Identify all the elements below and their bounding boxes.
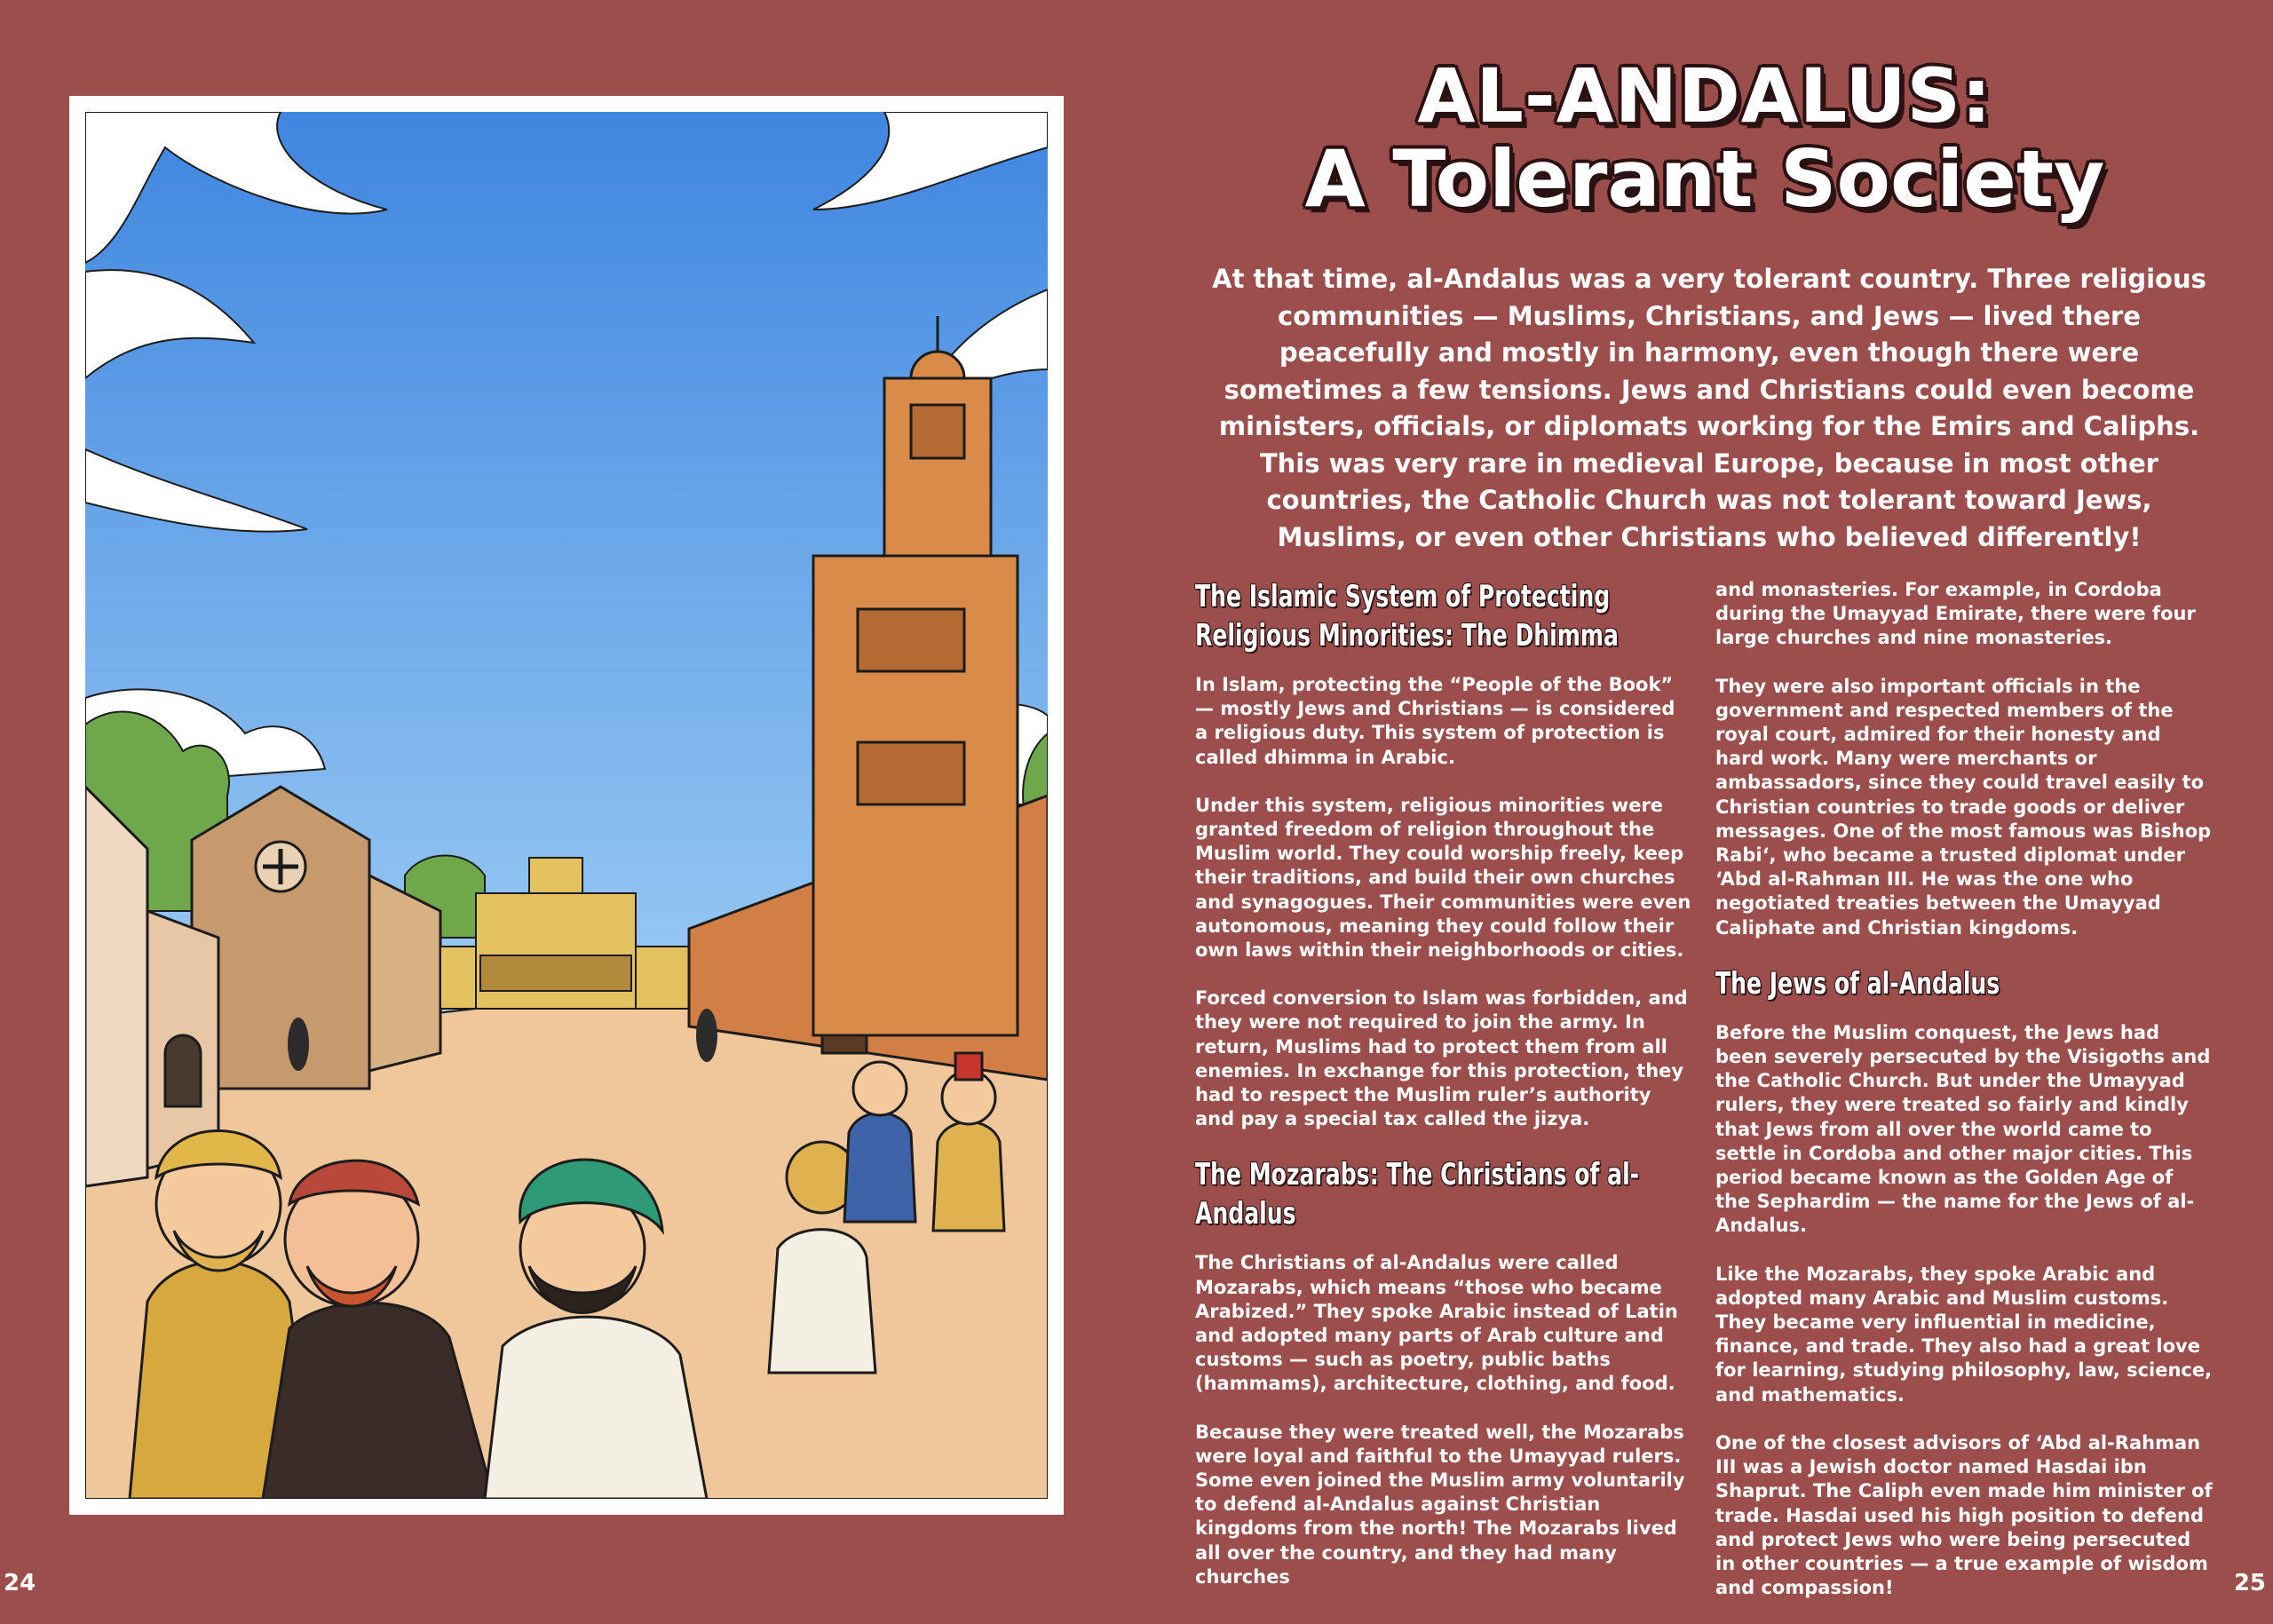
street-scene-illustration [85, 112, 1048, 1499]
mozarabs-paragraph-3: They were also important officials in the government and respected members of the royal court, admired for their honesty and hard work. Many were merchants or ambassadors, since they could travel easily to Christian countries to trade goods or deliver messages. One of the most famous was Bishop Rabi‘, who became a trusted diplomat under ‘Abd al-Rahman III. He was the one who negotiated treaties between the Umayyad Caliphate and Christian kingdoms. [1715, 675, 2212, 939]
page-number-left: 24 [4, 1570, 36, 1596]
jews-paragraph-1: Before the Muslim conquest, the Jews had been severely persecuted by the Visigoths and the Catholic Church. But under the Umayyad rulers, they were treated so fairly and kindly that Jews from all over the world came to settle in Cordoba and other major cities. This period became known as the Golden Age of the Sephardim — the name for the Jews of al-Andalus. [1715, 1021, 2211, 1237]
dhimma-heading: The Islamic System of Protecting Religious Minorities: The Dhimma [1195, 579, 1619, 654]
jews-paragraph-3: One of the closest advisors of ‘Abd al-Rahman III was a Jewish doctor named Hasdai ibn Shaprut. The Caliph even made him minister of trade. Hasdai used his high position to defend and protect Jews who were being persecuted in other countries — a true example of wisdom and compassion! [1715, 1431, 2213, 1599]
mozarabs-heading: The Mozarabs: The Christians of al-Andalus [1195, 1157, 1640, 1232]
right-text-column [1715, 578, 2213, 1624]
title-line-1: AL-ANDALUS: [1417, 52, 1992, 139]
dhimma-paragraph-2: Under this system, religious minorities were granted freedom of religion throughout the Muslim world. They could worship freely, keep their traditions, and build their own churches and synagogues. Their communities were even autonomous, meaning they could follow their own laws within their neighborhoods or cities. [1195, 794, 1691, 962]
illustration-frame [69, 96, 1064, 1515]
dhimma-paragraph-1: In Islam, protecting the “People of the Book” — mostly Jews and Christians — is considered a religious duty. This system of protection is called dhimma in Arabic. [1195, 674, 1675, 768]
mozarabs-paragraph-2: Because they were treated well, the Mozarabs were loyal and faithful to the Umayyad rulers. Some even joined the Muslim army voluntarily to defend al-Andalus against Christian kingdoms from the north! The Mozarabs lived all over the country, and they had many churches [1195, 1421, 1685, 1588]
intro-paragraph: At that time, al-Andalus was a very tolerant country. Three religious communities — Muslims, Christians, and Jews — lived there peacefully and mostly in harmony, even though there were sometimes a few tensions. Jews and Christians could even become ministers, officials, or diplomats working for the Emirs and Caliphs. This was very rare in medieval Europe, because in most other countries, the Catholic Church was not tolerant toward Jews, Muslims, or even other Christians who believed differently! [1212, 264, 2206, 552]
page-number-right: 25 [2233, 1570, 2266, 1596]
mozarabs-paragraph-1: The Christians of al-Andalus were called Mozarabs, which means “those who became Arabized.” They spoke Arabic instead of Latin and adopted many parts of Arab culture and customs — such as poetry, public baths (hammams), architecture, clothing, and food. [1195, 1252, 1678, 1395]
dhimma-paragraph-3: Forced conversion to Islam was forbidden, and they were not required to join the army. In return, Muslims had to protect them from all enemies. In exchange for this protection, they had to respect the Muslim ruler’s authority and pay a special tax called the jizya. [1195, 987, 1688, 1130]
jews-paragraph-2: Like the Mozarabs, they spoke Arabic and adopted many Arabic and Muslim customs. They became very influential in medicine, finance, and trade. They also had a great love for learning, studying philosophy, law, science, and mathematics. [1715, 1263, 2213, 1406]
jews-heading: The Jews of al-Andalus [1715, 965, 2000, 1002]
page-title [1181, 52, 2229, 226]
left-text-column [1195, 577, 1692, 1613]
title-line-2: A Tolerant Society [1304, 133, 2105, 226]
mozarabs-paragraph-2-continued: and monasteries. For example, in Cordoba during the Umayyad Emirate, there were four large churches and nine monasteries. [1715, 579, 2196, 649]
